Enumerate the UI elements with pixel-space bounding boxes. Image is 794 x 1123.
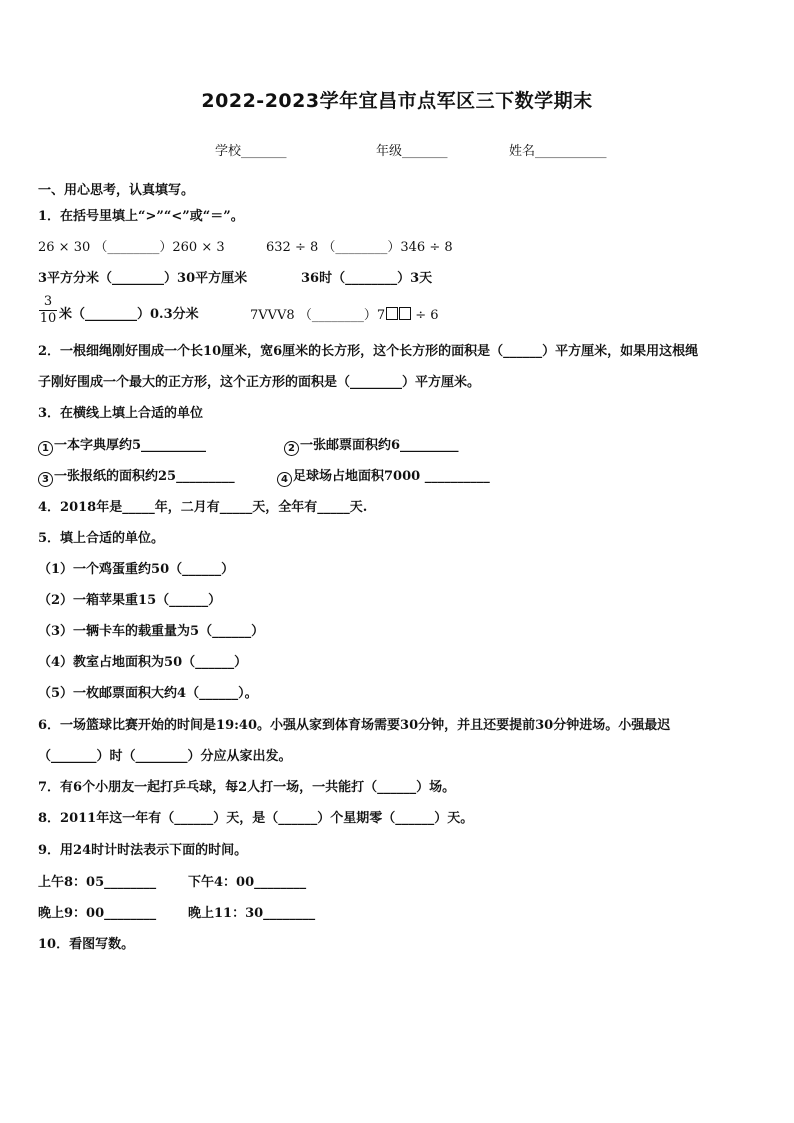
school-field: 学校_______ <box>215 144 287 159</box>
q1-row3-right <box>250 307 439 324</box>
q9-item-a: 上午8：05________ <box>38 875 157 890</box>
circled-number-icon: 2 <box>284 441 299 456</box>
q3-item-2 <box>284 438 459 456</box>
circled-number-icon: 4 <box>277 472 292 487</box>
name-field: 姓名___________ <box>509 144 607 159</box>
section-heading: 一、用心思考，认真填写。 <box>38 183 195 198</box>
q6-line2: （_______）时（________）分应从家出发。 <box>38 749 292 764</box>
q1-row1-right: 632 ÷ 8 （________）346 ÷ 8 <box>266 240 453 255</box>
q1-row2-left: 3平方分米（________）30平方厘米 <box>38 271 248 286</box>
q1-row3-left: 米（________）0.3分米 <box>59 307 199 322</box>
q3-item-1-text: 一本字典厚约5__________ <box>54 438 207 453</box>
q9-item-d: 晚上11：30________ <box>188 906 316 921</box>
q5-item-2: （2）一箱苹果重15（______） <box>38 593 222 608</box>
q2-line2: 子刚好围成一个最大的正方形，这个正方形的面积是（________）平方厘米。 <box>38 375 481 390</box>
q3-item-4-text: 足球场占地面积7000 __________ <box>293 469 490 484</box>
q1-row2-right: 36时（________）3天 <box>301 271 433 286</box>
page-title: 2022-2023学年宜昌市点军区三下数学期末 <box>201 90 593 112</box>
q7: 7．有6个小朋友一起打乒乓球，每2人打一场，一共能打（______）场。 <box>38 780 456 795</box>
q1-row1-left: 26 × 30 （________）260 × 3 <box>38 240 225 255</box>
q1-row3-right-prefix: 7VVV8 （________）7 <box>250 308 386 323</box>
blank-box-icon <box>386 307 398 320</box>
fraction-numerator: 3 <box>39 294 57 311</box>
q9-item-b: 下午4：00________ <box>188 875 307 890</box>
q3-item-3-text: 一张报纸的面积约25_________ <box>54 469 235 484</box>
q3-item-3 <box>38 469 235 487</box>
q4: 4．2018年是_____年，二月有_____天，全年有_____天. <box>38 500 368 515</box>
fraction-denominator: 10 <box>39 311 57 326</box>
q6-line1: 6．一场篮球比赛开始的时间是19:40。小强从家到体育场需要30分钟，并且还要提前30分钟进场。小强最迟 <box>38 718 671 733</box>
q3-item-2-text: 一张邮票面积约6_________ <box>300 438 459 453</box>
q5-item-4: （4）教室占地面积为50（______） <box>38 655 248 670</box>
q9-stem: 9．用24时计时法表示下面的时间。 <box>38 843 248 858</box>
q5-item-3: （3）一辆卡车的载重量为5（______） <box>38 624 265 639</box>
q3-item-1 <box>38 438 206 456</box>
fraction <box>39 294 57 327</box>
q5-item-1: （1）一个鸡蛋重约50（______） <box>38 562 235 577</box>
circled-number-icon: 1 <box>38 441 53 456</box>
q1-stem: 1．在括号里填上“>”“<”或“＝”。 <box>38 209 244 224</box>
q8: 8．2011年这一年有（______）天，是（______）个星期零（______）天。 <box>38 811 474 826</box>
q1-row3-right-suffix: ÷ 6 <box>415 308 439 323</box>
q3-item-4 <box>277 469 490 487</box>
q2-line1: 2．一根细绳刚好围成一个长10厘米，宽6厘米的长方形，这个长方形的面积是（______）平方厘米，如果用这根绳 <box>38 344 699 359</box>
blank-box-icon <box>399 307 411 320</box>
q9-item-c: 晚上9：00________ <box>38 906 157 921</box>
q10: 10．看图写数。 <box>38 937 135 952</box>
q5-item-5: （5）一枚邮票面积大约4（______）。 <box>38 686 258 701</box>
q3-stem: 3．在横线上填上合适的单位 <box>38 406 204 421</box>
q5-stem: 5．填上合适的单位。 <box>38 531 165 546</box>
circled-number-icon: 3 <box>38 472 53 487</box>
grade-field: 年级_______ <box>376 144 448 159</box>
